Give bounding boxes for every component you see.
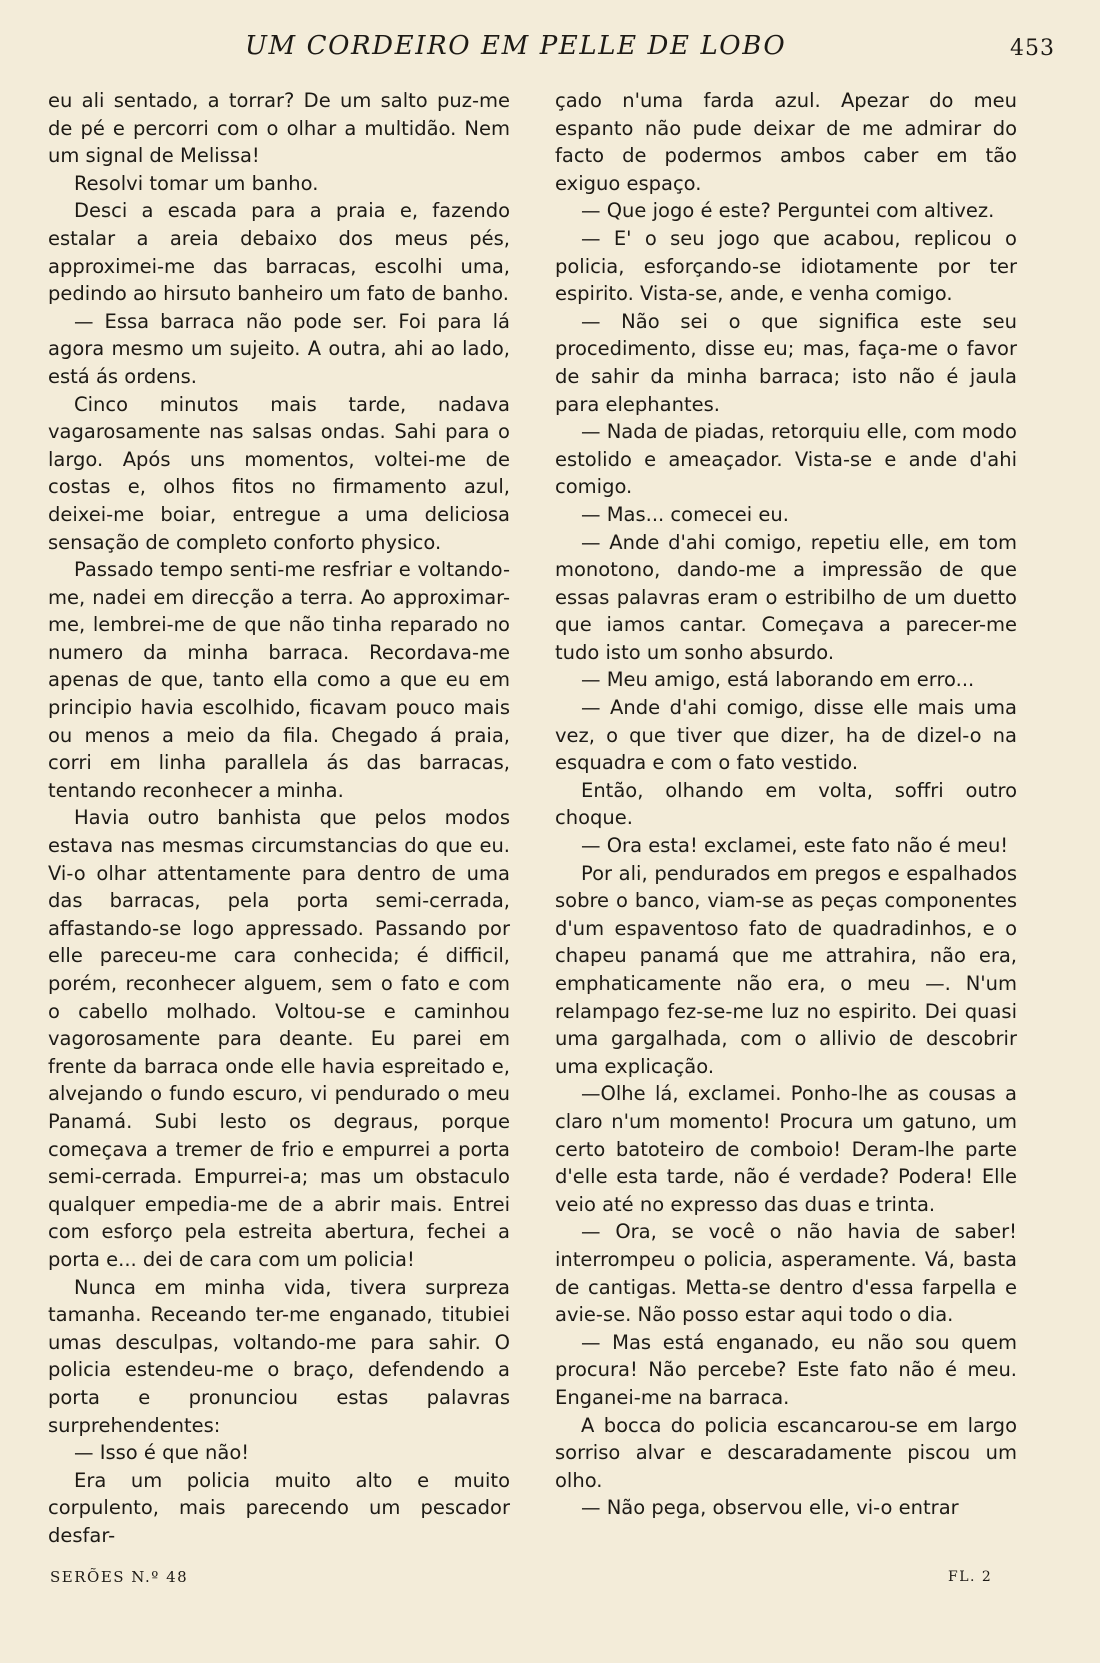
footer-signature: SERÕES N.º 48 bbox=[50, 1568, 189, 1586]
running-title: UM CORDEIRO EM PELLE DE LOBO bbox=[245, 31, 787, 61]
right-column bbox=[555, 87, 1017, 1522]
paragraph: çado n'uma farda azul. Apezar do meu espanto não pude deixar de me admirar do facto de podermos ambos caber em tão exiguo espaço. bbox=[555, 89, 1017, 195]
paragraph: — Nada de piadas, retorquiu elle, com modo estolido e ameaçador. Vista-se e ande d'ahi comigo. bbox=[555, 420, 1017, 499]
paragraph: Então, olhando em volta, soffri outro choque. bbox=[555, 778, 1017, 830]
paragraph: — Meu amigo, está laborando em erro... bbox=[581, 668, 975, 692]
paragraph: Cinco minutos mais tarde, nadava vagarosamente nas salsas ondas. Sahi para o largo. Após uns momentos, voltei-me de costas e, olhos fitos no firmamento azul, deixei-me boiar, entregue a uma deliciosa sensação de completo conforto physico. bbox=[48, 392, 510, 554]
running-head bbox=[0, 28, 1100, 68]
page-footer bbox=[0, 1565, 1100, 1595]
paragraph: — Essa barraca não pode ser. Foi para lá agora mesmo um sujeito. A outra, ahi ao lado, está ás ordens. bbox=[48, 309, 510, 388]
paragraph: — Não pega, observou elle, vi-o entrar bbox=[581, 1496, 959, 1520]
paragraph: Havia outro banhista que pelos modos estava nas mesmas circumstancias do que eu. Vi-o olhar attentamente para dentro de uma das barracas, pela porta semi-cerrada, affastando-se logo appressado. Passando por elle pareceu-me cara conhecida; é difficil, porém, reconhecer alguem, sem o fato e com o cabello molhado. Voltou-se e caminhou vagorosamente para deante. Eu parei em frente da barraca onde elle havia espreitado e, alvejando o fundo escuro, vi pendurado o meu Panamá. Subi lesto os degraus, porque começava a tremer de frio e empurrei a porta semi-cerrada. Empurrei-a; mas um obstaculo qualquer empedia-me de a abrir mais. Entrei com esforço pela estreita abertura, fechei a porta e... dei de cara com um policia! bbox=[48, 806, 510, 1271]
paragraph: — E' o seu jogo que acabou, replicou o policia, esforçando-se idiotamente por ter espirito. Vista-se, ande, e venha comigo. bbox=[555, 226, 1017, 306]
paragraph: — Ande d'ahi comigo, repetiu elle, em tom monotono, dando-me a impressão de que essas palavras eram o estribilho de um duetto que iamos cantar. Começava a parecer-me tudo isto um sonho absurdo. bbox=[555, 530, 1017, 664]
paragraph: eu ali sentado, a torrar? De um salto puz-me de pé e percorri com o olhar a multidão. Nem um signal de Melissa! bbox=[48, 89, 510, 168]
paragraph: A bocca do policia escancarou-se em largo sorriso alvar e descaradamente piscou um olho. bbox=[555, 1413, 1017, 1492]
footer-sheet-mark: FL. 2 bbox=[948, 1569, 993, 1585]
paragraph: — Ora, se você o não havia de saber! interrompeu o policia, asperamente. Vá, basta de cantigas. Metta-se dentro d'essa farpella e avie-se. Não posso estar aqui todo o dia. bbox=[555, 1220, 1017, 1327]
paragraph: —Olhe lá, exclamei. Ponho-lhe as cousas a claro n'um momento! Procura um gatuno, um certo batoteiro de comboio! Deram-lhe parte d'elle esta tarde, não é verdade? Podera! Elle veio até no expresso das duas e trinta. bbox=[555, 1082, 1017, 1216]
paragraph: — Ande d'ahi comigo, disse elle mais uma vez, o que tiver que dizer, ha de dizel-o na esquadra e com o fato vestido. bbox=[555, 696, 1017, 775]
paragraph: Nunca em minha vida, tivera surpreza tamanha. Receando ter-me enganado, titubiei umas desculpas, voltando-me para sahir. O policia estendeu-me o braço, defendendo a porta e pronunciou estas palavras surprehendentes: bbox=[48, 1275, 510, 1437]
paragraph: — Que jogo é este? Perguntei com altivez. bbox=[581, 199, 995, 223]
paragraph: Por ali, pendurados em pregos e espalhados sobre o banco, viam-se as peças componentes d'um espaventoso fato de quadradinhos, e o chapeu panamá que me attrahira, não era, emphaticamente não era, o meu —. N'um relampago fez-se-me luz no espirito. Dei quasi uma gargalhada, com o allivio de descobrir uma explicação. bbox=[555, 861, 1017, 1078]
paragraph: Resolvi tomar um banho. bbox=[74, 171, 319, 195]
paragraph: Era um policia muito alto e muito corpulento, mais parecendo um pescador desfar- bbox=[48, 1468, 510, 1547]
paragraph: — Isso é que não! bbox=[74, 1441, 250, 1465]
paragraph: Desci a escada para a praia e, fazendo estalar a areia debaixo dos meus pés, approximei-me das barracas, escolhi uma, pedindo ao hirsuto banheiro um fato de banho. bbox=[48, 199, 510, 306]
paragraph: — Mas... comecei eu. bbox=[581, 502, 789, 526]
paragraph: — Mas está enganado, eu não sou quem procura! Não percebe? Este fato não é meu. Enganei-me na barraca. bbox=[555, 1330, 1017, 1409]
page-number: 453 bbox=[1010, 36, 1055, 61]
paragraph: Passado tempo senti-me resfriar e voltando-me, nadei em direcção a terra. Ao approximar-me, lembrei-me de que não tinha reparado no numero da minha barraca. Recordava-me apenas de que, tanto ella como a que eu em principio havia escolhido, ficavam pouco mais ou menos a meio da fila. Chegado á praia, corri em linha parallela ás das barracas, tentando reconhecer a minha. bbox=[48, 558, 510, 802]
left-column bbox=[48, 87, 510, 1549]
paragraph: — Ora esta! exclamei, este fato não é meu! bbox=[581, 834, 1009, 858]
paragraph: — Não sei o que significa este seu procedimento, disse eu; mas, faça-me o favor de sahir da minha barraca; isto não é jaula para elephantes. bbox=[555, 309, 1017, 416]
